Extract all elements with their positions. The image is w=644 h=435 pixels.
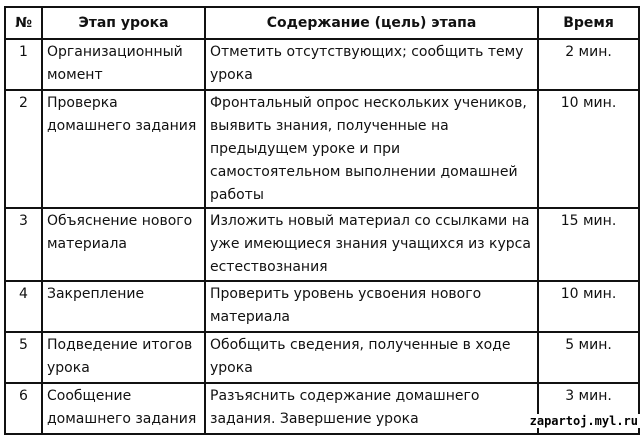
lesson-stages-table [4, 6, 640, 435]
row-number: 1 [5, 39, 42, 90]
table-row [5, 332, 639, 383]
row-content: Отметить отсутствующих; сообщить тему урока [205, 39, 538, 90]
table-row [5, 39, 639, 90]
row-time: 5 мин. [538, 332, 639, 383]
row-stage: Закрепление [42, 281, 205, 332]
source-watermark: zapartoj.myl.ru [529, 414, 638, 428]
header-number: № [5, 7, 42, 39]
table-header-row [5, 7, 639, 39]
row-time: 3 мин. [538, 383, 639, 434]
row-content: Проверить уровень усвоения нового материала [205, 281, 538, 332]
row-number: 4 [5, 281, 42, 332]
row-time: 10 мин. [538, 90, 639, 208]
row-time: 10 мин. [538, 281, 639, 332]
row-content: Разъяснить содержание домашнего задания. Завершение урока [205, 383, 538, 434]
row-time: 15 мин. [538, 208, 639, 281]
row-number: 2 [5, 90, 42, 208]
row-stage: Объяснение нового материала [42, 208, 205, 281]
row-content: Фронтальный опрос нескольких учеников, выявить знания, полученные на предыдущем уроке и при самостоятельном выполнении домашней работы [205, 90, 538, 208]
row-number: 3 [5, 208, 42, 281]
row-content: Изложить новый материал со ссылками на уже имеющиеся знания учащихся из курса естествознания [205, 208, 538, 281]
row-stage: Проверка домашнего задания [42, 90, 205, 208]
header-stage: Этап урока [42, 7, 205, 39]
row-stage: Подведение итогов урока [42, 332, 205, 383]
row-number: 6 [5, 383, 42, 434]
row-content: Обобщить сведения, полученные в ходе урока [205, 332, 538, 383]
lesson-plan-sheet [4, 6, 638, 435]
table-row [5, 90, 639, 208]
header-content: Содержание (цель) этапа [205, 7, 538, 39]
table-row [5, 281, 639, 332]
row-stage: Организационный момент [42, 39, 205, 90]
header-time: Время [538, 7, 639, 39]
table-row [5, 208, 639, 281]
row-time: 2 мин. [538, 39, 639, 90]
row-number: 5 [5, 332, 42, 383]
row-stage: Сообщение домашнего задания [42, 383, 205, 434]
